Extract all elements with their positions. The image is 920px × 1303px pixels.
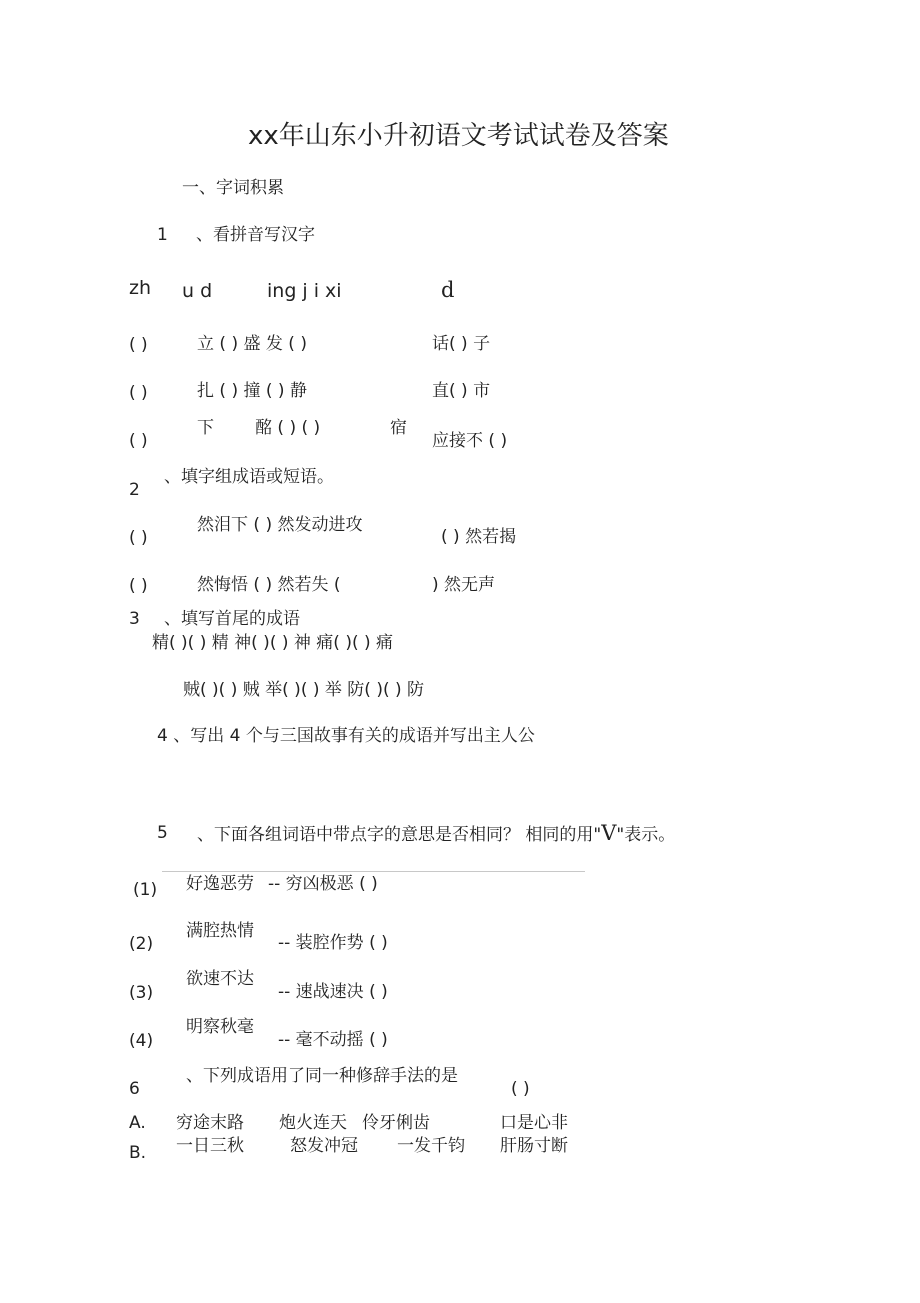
q1-row2-mid: 扎 ( ) 撞 ( ) 静 <box>197 381 307 401</box>
q3-number: 3 <box>129 609 140 629</box>
q6-label: 、下列成语用了同一种修辞手法的是 <box>186 1066 458 1086</box>
q6-option-b-item3: 一发千钧 <box>397 1136 465 1156</box>
q6-option-b-letter: B. <box>129 1143 147 1163</box>
pinyin-zh: zh <box>129 277 152 299</box>
q5-divider <box>162 871 585 872</box>
q5-item2-number: (2) <box>129 934 154 954</box>
q6-option-a-item2: 炮火连天 <box>279 1113 347 1133</box>
q6-option-a-item3: 伶牙俐齿 <box>362 1113 430 1133</box>
q1-number: 1 <box>157 225 168 245</box>
q5-label-tail: "表示。 <box>616 825 676 845</box>
q6-number: 6 <box>129 1079 140 1099</box>
q3-row2: 贼( )( ) 贼 举( )( ) 举 防( )( ) 防 <box>183 680 425 700</box>
q2-label: 、填字组成语或短语。 <box>164 467 334 487</box>
q3-row1: 精( )( ) 精 神( )( ) 神 痛( )( ) 痛 <box>152 633 394 653</box>
section-heading: 一、字词积累 <box>182 178 284 198</box>
q5-item2-rest: -- 装腔作势 ( ) <box>278 933 388 953</box>
q1-row1-mid: 立 ( ) 盛 发 ( ) <box>197 334 307 354</box>
q6-option-b-item1: 一日三秋 <box>176 1136 244 1156</box>
q6-option-a-item4: 口是心非 <box>500 1113 568 1133</box>
q4-text: 4 、写出 4 个与三国故事有关的成语并写出主人公 <box>157 726 535 746</box>
pinyin-d: d <box>441 278 455 302</box>
q5-item2-word: 满腔热情 <box>186 921 254 941</box>
q2-row1-right: ( ) 然若揭 <box>441 527 517 547</box>
q1-row1-right: 话( ) 子 <box>432 334 491 354</box>
q5-item3-number: (3) <box>129 983 154 1003</box>
q6-option-b-item2: 怒发冲冠 <box>290 1136 358 1156</box>
q5-item3-word: 欲速不达 <box>186 969 254 989</box>
q1-row2-right: 直( ) 市 <box>432 381 491 401</box>
exam-title: xx年山东小升初语文考试试卷及答案 <box>248 121 669 151</box>
q2-row1-paren: ( ) <box>129 528 148 548</box>
q1-row3-su: 宿 <box>390 418 407 438</box>
q3-label: 、填写首尾的成语 <box>164 609 300 629</box>
q1-row3-ming: 酩 ( ) ( ) <box>255 418 321 438</box>
q1-label: 、看拼音写汉字 <box>196 225 315 245</box>
pinyin-ud: u d <box>182 280 213 302</box>
q5-number: 5 <box>157 823 168 843</box>
q5-item4-number: (4) <box>129 1031 154 1051</box>
q5-item1-number: (1) <box>133 880 158 900</box>
q1-row2-paren: ( ) <box>129 383 148 403</box>
q2-number: 2 <box>129 480 140 500</box>
q1-row3-xia: 下 <box>197 418 214 438</box>
q6-option-a-item1: 穷途末路 <box>176 1113 244 1133</box>
q6-answer-paren: ( ) <box>511 1079 530 1099</box>
q5-check-mark: V <box>601 821 617 845</box>
q5-item4-rest: -- 毫不动摇 ( ) <box>278 1030 388 1050</box>
q5-item4-word: 明察秋毫 <box>186 1017 254 1037</box>
q5-item1-word: 好逸恶劳 <box>186 874 254 894</box>
q2-row2-mid: 然悔悟 ( ) 然若失 ( <box>197 575 341 595</box>
pinyin-ing-ji-xi: ing j i xi <box>267 280 342 302</box>
q1-row3-paren: ( ) <box>129 431 148 451</box>
q5-item3-rest: -- 速战速决 ( ) <box>278 982 388 1002</box>
q5-label-text: 、下面各组词语中带点字的意思是否相同？ 相同的用" <box>197 825 602 845</box>
q2-row2-right: ) 然无声 <box>432 575 496 595</box>
q2-row2-paren: ( ) <box>129 576 148 596</box>
q6-option-b-item4: 肝肠寸断 <box>500 1136 568 1156</box>
q5-item1-rest: -- 穷凶极恶 ( ) <box>268 874 378 894</box>
q2-row1-mid: 然泪下 ( ) 然发动进攻 <box>197 515 363 535</box>
q6-option-a-letter: A. <box>129 1113 146 1133</box>
q1-row1-paren: ( ) <box>129 335 148 355</box>
q5-label <box>197 823 675 844</box>
q1-row3-right: 应接不 ( ) <box>432 431 508 451</box>
